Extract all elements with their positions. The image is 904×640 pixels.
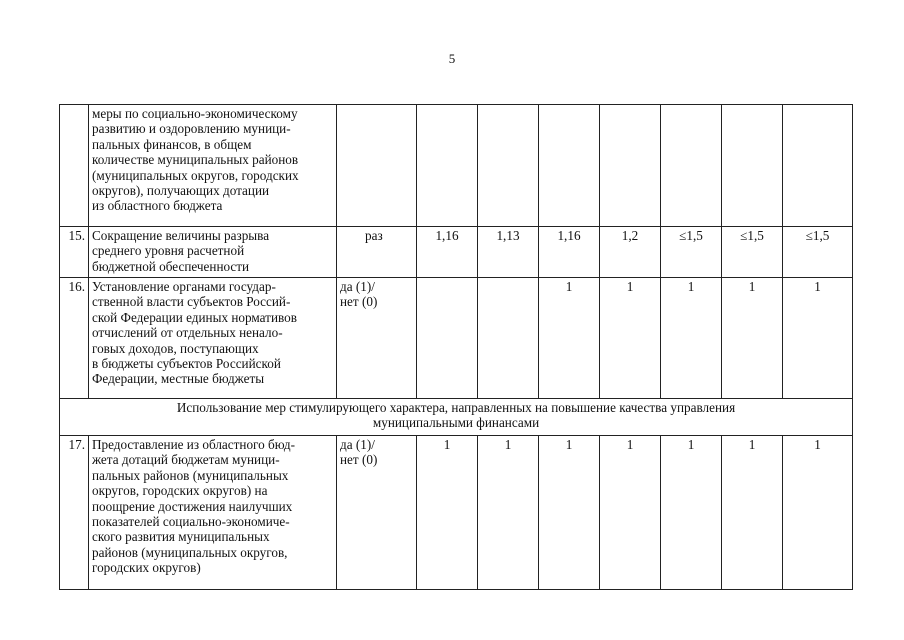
page-number: 5: [448, 51, 456, 66]
table-row: [60, 105, 853, 227]
value-cell: 1: [722, 436, 783, 590]
value-cell: 1: [539, 278, 600, 399]
table-row: [60, 278, 853, 399]
row-number: [60, 105, 89, 227]
indicator-description: меры по социально-экономическому развитию и оздоровлению муници- пальных финансов, в общем количестве муниципальных районов (муниципальных округов, городских округов), получающих дотации из областного бюджета: [89, 105, 337, 227]
section-header-row: [60, 399, 853, 436]
value-cell: [600, 105, 661, 227]
value-cell: 1: [539, 436, 600, 590]
value-cell: 1: [783, 436, 853, 590]
value-cell: 1,16: [539, 227, 600, 278]
value-cell: [722, 105, 783, 227]
value-cell: ≤1,5: [722, 227, 783, 278]
unit-cell: да (1)/ нет (0): [337, 436, 417, 590]
unit-cell: [337, 105, 417, 227]
value-cell: [539, 105, 600, 227]
row-number: 15.: [60, 227, 89, 278]
table-row: [60, 436, 853, 590]
value-cell: 1,13: [478, 227, 539, 278]
value-cell: [783, 105, 853, 227]
value-cell: [478, 278, 539, 399]
value-cell: [417, 105, 478, 227]
unit-cell: да (1)/ нет (0): [337, 278, 417, 399]
value-cell: 1,2: [600, 227, 661, 278]
indicator-description: Предоставление из областного бюд- жета дотаций бюджетам муници- пальных районов (муниципальных округов, городских округов) на поощрение достижения наилучших показателей социально-экономиче- ского развития муниципальных районов (муниципальных округов, городских округов): [89, 436, 337, 590]
value-cell: [478, 105, 539, 227]
table-row: [60, 227, 853, 278]
indicators-table: [59, 104, 853, 590]
value-cell: 1: [661, 278, 722, 399]
value-cell: 1: [478, 436, 539, 590]
value-cell: 1: [661, 436, 722, 590]
value-cell: [661, 105, 722, 227]
value-cell: 1: [417, 436, 478, 590]
value-cell: 1,16: [417, 227, 478, 278]
value-cell: 1: [722, 278, 783, 399]
indicator-description: Установление органами государ- ственной власти субъектов Россий- ской Федерации единых нормативов отчислений от отдельных ненало- говых доходов, поступающих в бюджеты субъектов Российской Федерации, местные бюджеты: [89, 278, 337, 399]
row-number: 16.: [60, 278, 89, 399]
value-cell: ≤1,5: [783, 227, 853, 278]
value-cell: [417, 278, 478, 399]
section-title: Использование мер стимулирующего характера, направленных на повышение качества управления муниципальными финансами: [60, 399, 853, 436]
value-cell: 1: [600, 278, 661, 399]
indicator-description: Сокращение величины разрыва среднего уровня расчетной бюджетной обеспеченности: [89, 227, 337, 278]
value-cell: 1: [783, 278, 853, 399]
unit-cell: раз: [337, 227, 417, 278]
value-cell: ≤1,5: [661, 227, 722, 278]
value-cell: 1: [600, 436, 661, 590]
row-number: 17.: [60, 436, 89, 590]
